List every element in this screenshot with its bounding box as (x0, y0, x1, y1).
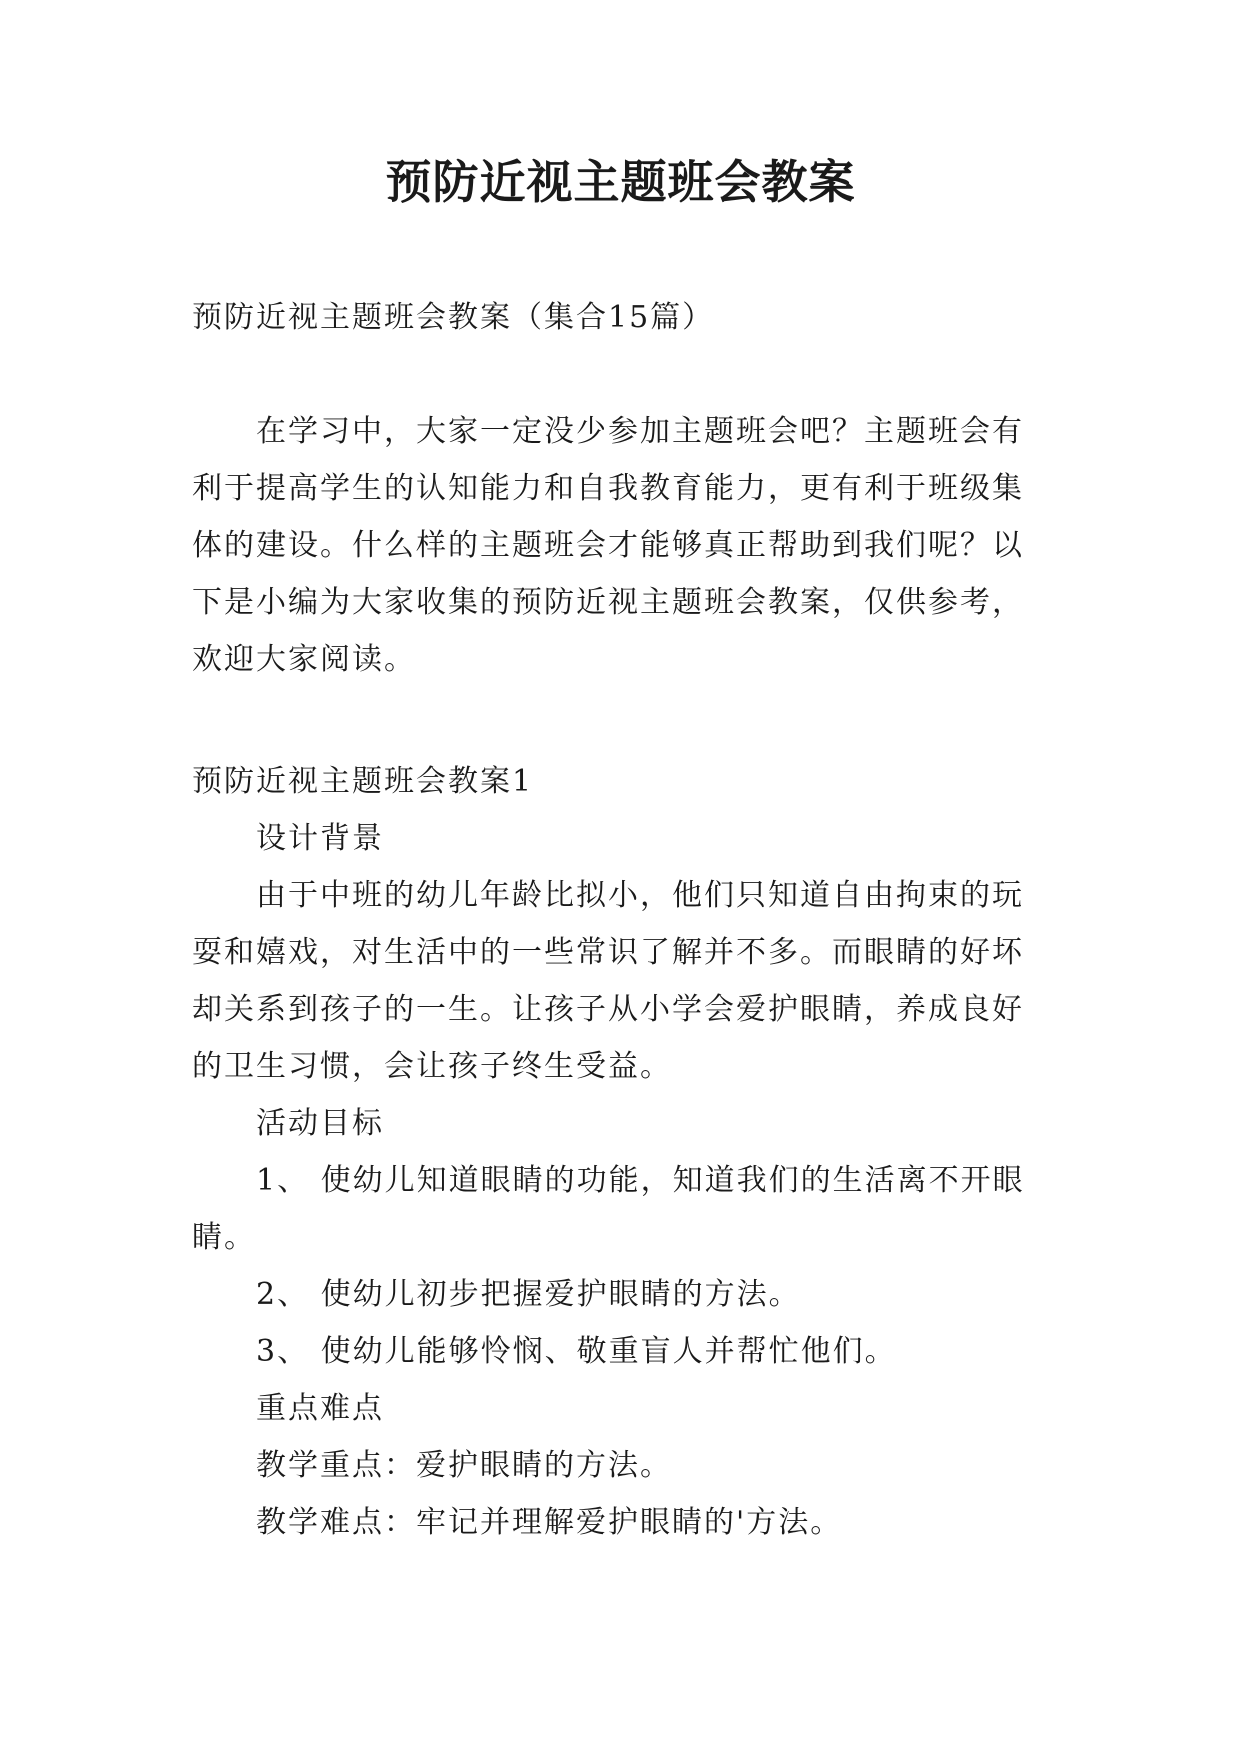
intro-line-4: 下是小编为大家收集的预防近视主题班会教案，仅供参考， (192, 585, 1024, 620)
background-heading: 设计背景 (256, 821, 384, 856)
intro-line-1: 在学习中，大家一定没少参加主题班会吧？主题班会有 (256, 414, 1024, 449)
difficulty-point: 教学难点：牢记并理解爱护眼睛的'方法。 (256, 1505, 843, 1540)
goal-2: 2、 使幼儿初步把握爱护眼睛的方法。 (256, 1277, 801, 1312)
goal-1-line-2: 睛。 (192, 1220, 256, 1255)
intro-line-2: 利于提高学生的认知能力和自我教育能力，更有利于班级集 (192, 471, 1024, 506)
goals-heading: 活动目标 (256, 1106, 384, 1141)
intro-line-5: 欢迎大家阅读。 (192, 642, 416, 677)
goal-1-line-1: 1、 使幼儿知道眼睛的功能，知道我们的生活离不开眼 (256, 1163, 1025, 1198)
section-heading: 预防近视主题班会教案1 (192, 764, 534, 799)
intro-line-3: 体的建设。什么样的主题班会才能够真正帮助到我们呢？以 (192, 528, 1024, 563)
key-heading: 重点难点 (256, 1391, 384, 1426)
background-line-1: 由于中班的幼儿年龄比拟小，他们只知道自由拘束的玩 (256, 878, 1024, 913)
document-subtitle: 预防近视主题班会教案（集合15篇） (192, 300, 715, 335)
document-title: 预防近视主题班会教案 (385, 155, 856, 209)
goal-3: 3、 使幼儿能够怜悯、敬重盲人并帮忙他们。 (256, 1334, 897, 1369)
key-point: 教学重点：爱护眼睛的方法。 (256, 1448, 672, 1483)
background-line-3: 却关系到孩子的一生。让孩子从小学会爱护眼睛，养成良好 (192, 992, 1024, 1027)
background-line-4: 的卫生习惯，会让孩子终生受益。 (192, 1049, 672, 1084)
background-line-2: 耍和嬉戏，对生活中的一些常识了解并不多。而眼睛的好坏 (192, 935, 1024, 970)
